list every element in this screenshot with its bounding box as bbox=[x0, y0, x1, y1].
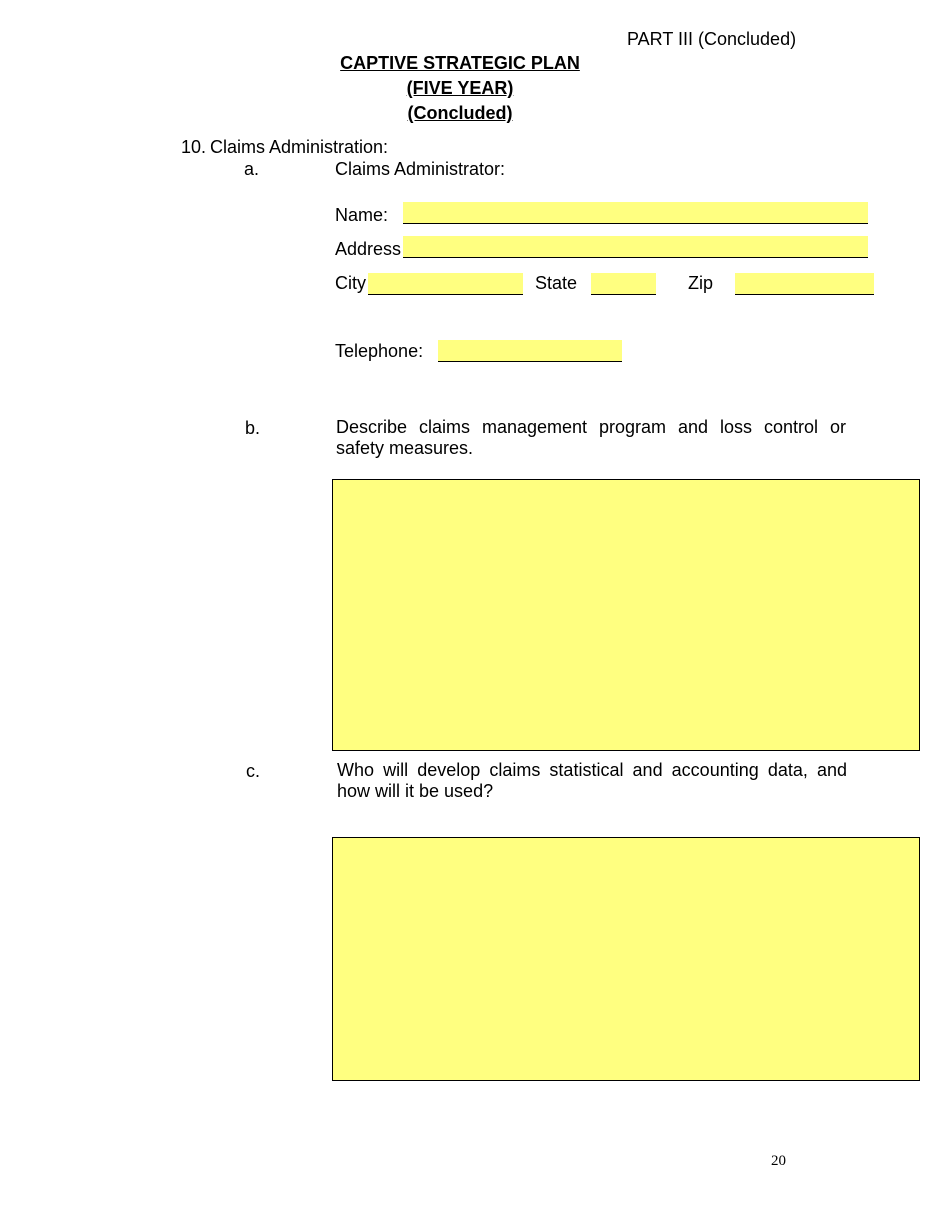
section-number: 10. bbox=[181, 137, 207, 157]
item-a-marker: a. bbox=[244, 159, 260, 179]
item-b-prompt: Describe claims management program and loss control or safety measures. bbox=[336, 417, 846, 458]
item-c-marker: c. bbox=[246, 761, 261, 781]
city-label: City bbox=[335, 273, 366, 293]
claims-data-response[interactable] bbox=[332, 837, 920, 1081]
claims-management-response[interactable] bbox=[332, 479, 920, 751]
part-label: PART III (Concluded) bbox=[627, 29, 797, 49]
name-field[interactable] bbox=[403, 202, 868, 224]
name-label: Name: bbox=[335, 205, 389, 225]
document-subtitle-concluded: (Concluded) bbox=[407, 103, 513, 123]
address-label: Address bbox=[335, 239, 402, 259]
page-number: 20 bbox=[771, 1153, 786, 1169]
state-field[interactable] bbox=[591, 273, 656, 295]
zip-field[interactable] bbox=[735, 273, 874, 295]
state-label: State bbox=[535, 273, 578, 293]
item-b-marker: b. bbox=[245, 418, 261, 438]
section-heading: Claims Administration: bbox=[210, 137, 389, 157]
document-subtitle: (FIVE YEAR) bbox=[406, 78, 514, 98]
zip-label: Zip bbox=[688, 273, 714, 293]
city-field[interactable] bbox=[368, 273, 523, 295]
telephone-label: Telephone: bbox=[335, 341, 424, 361]
address-field[interactable] bbox=[403, 236, 868, 258]
telephone-field[interactable] bbox=[438, 340, 622, 362]
document-title: CAPTIVE STRATEGIC PLAN bbox=[340, 53, 580, 73]
item-c-prompt: Who will develop claims statistical and accounting data, and how will it be used? bbox=[337, 760, 847, 801]
claims-administrator-label: Claims Administrator: bbox=[335, 159, 506, 179]
